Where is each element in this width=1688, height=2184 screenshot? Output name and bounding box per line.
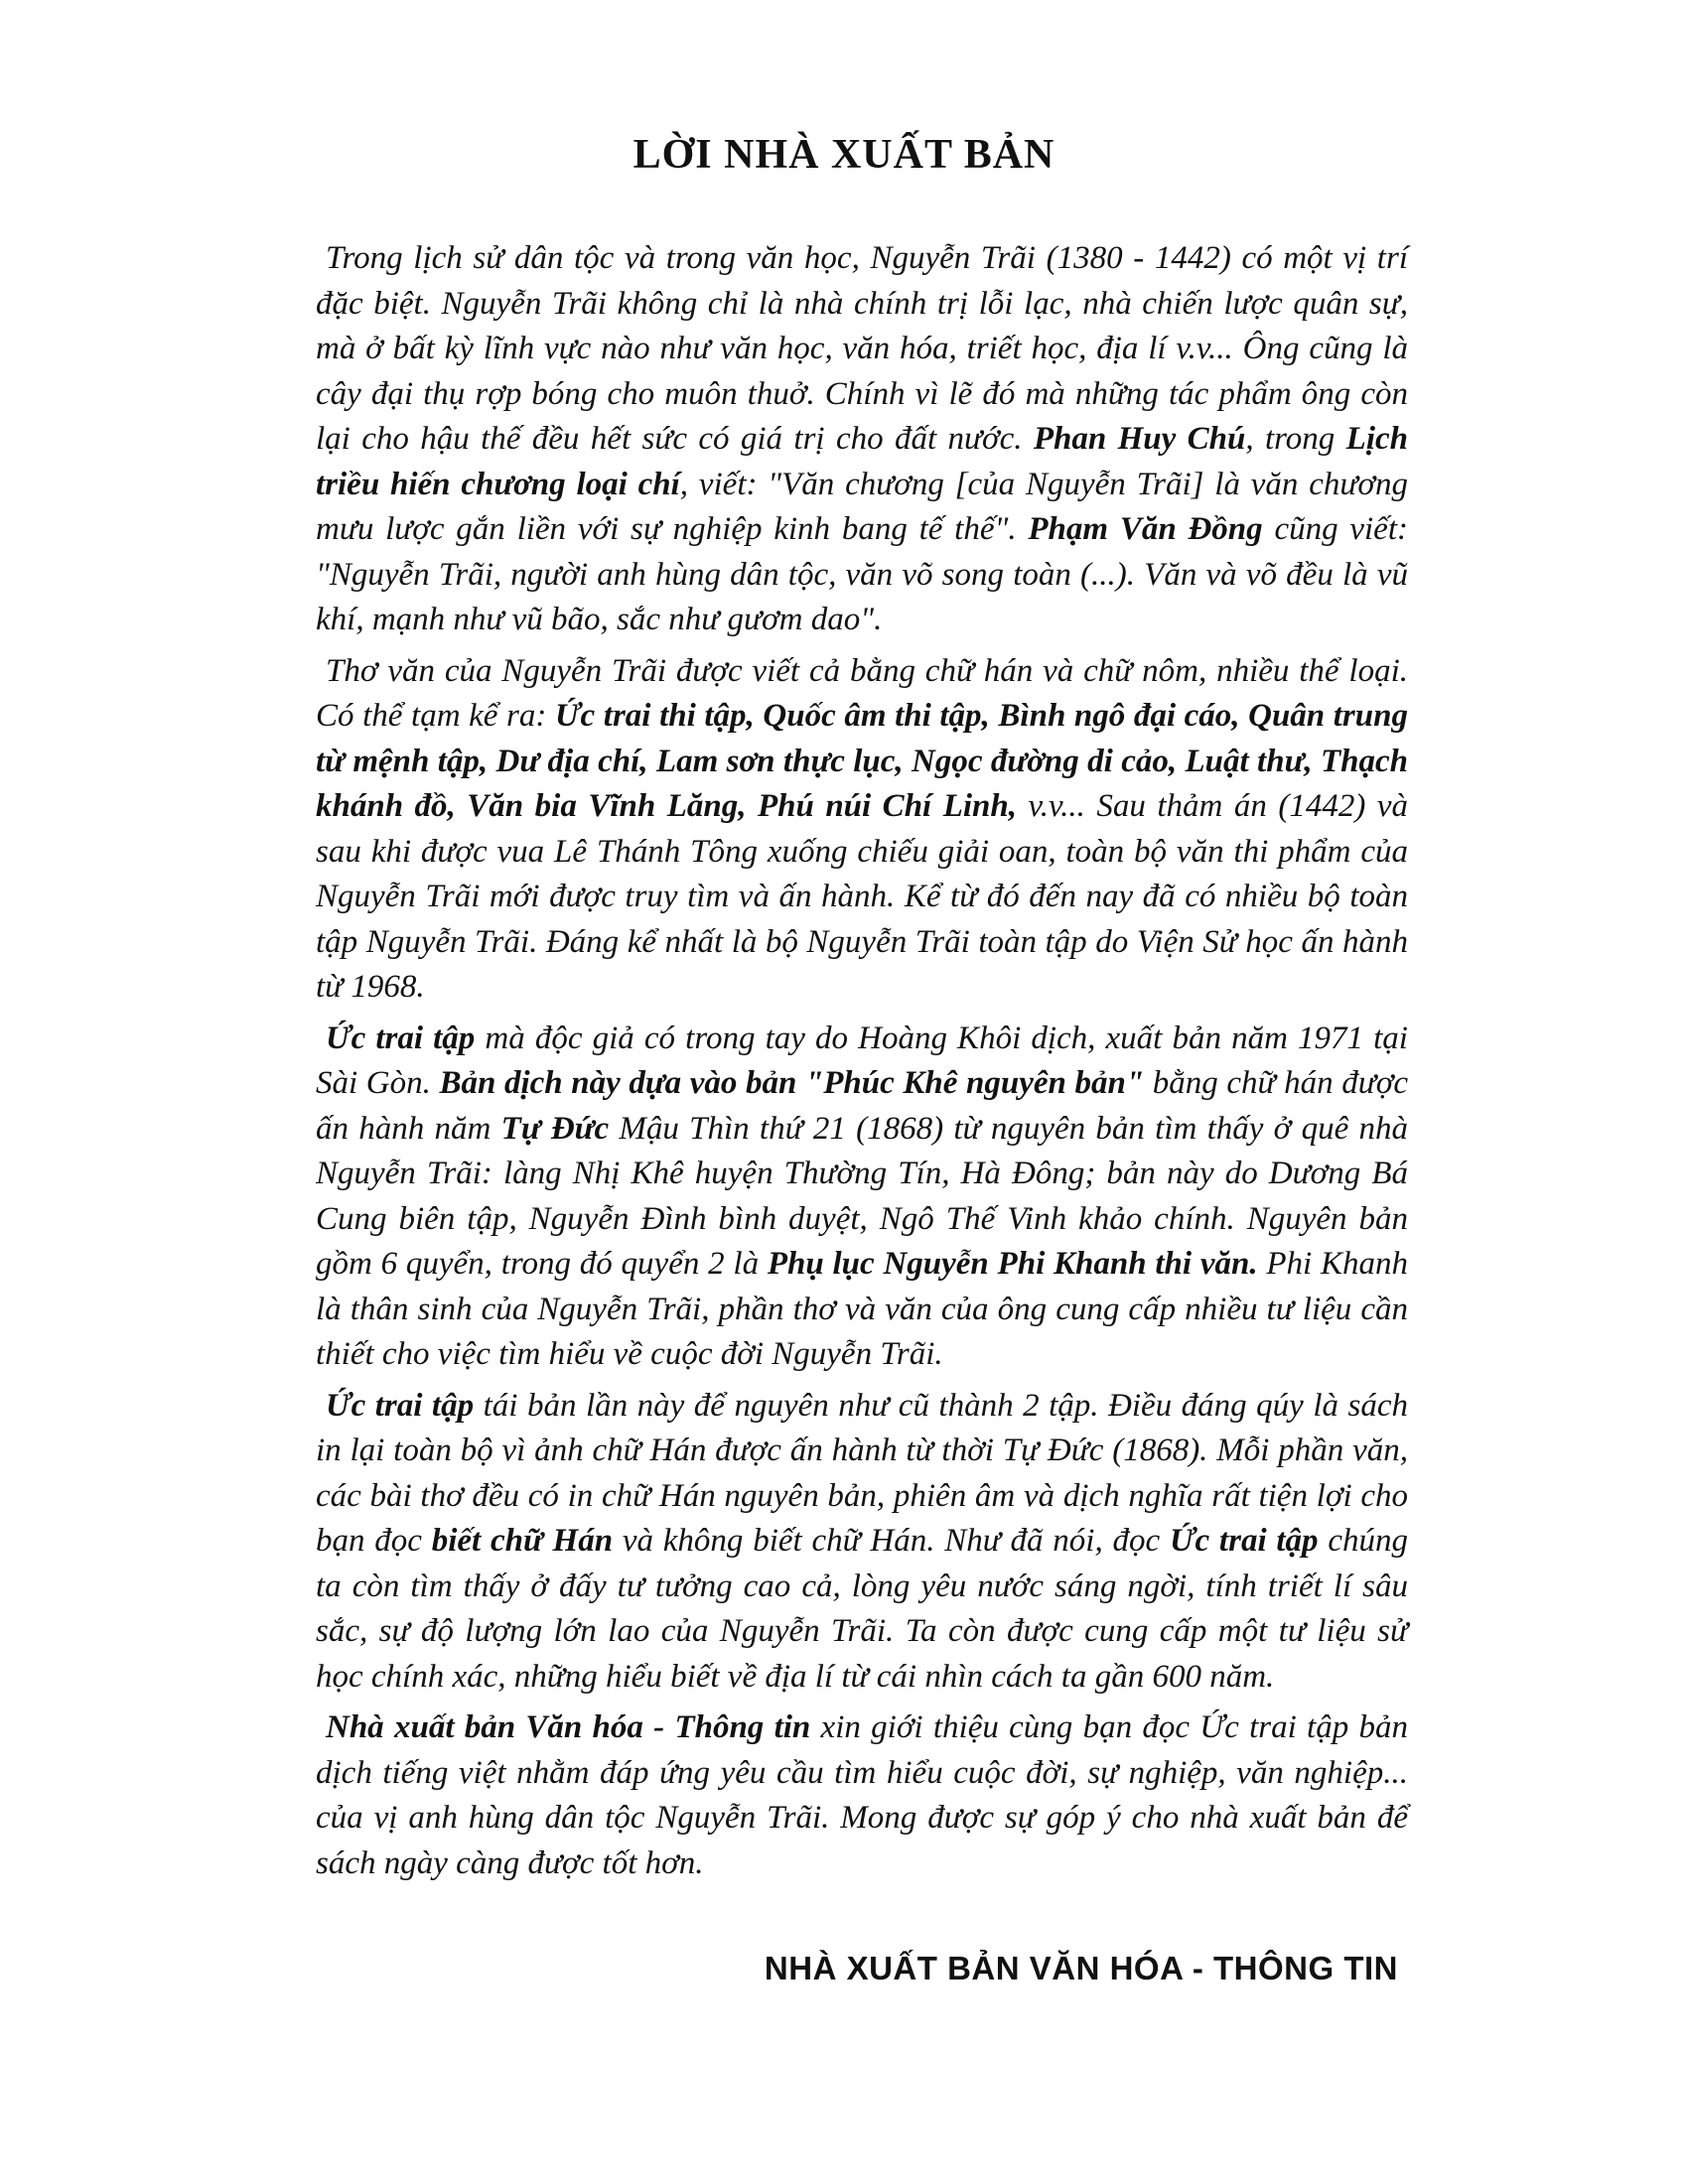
text-run: Phi Khanh là thân sinh của Nguyễn Trãi, phần thơ và văn của ông cung cấp nhiều tư liệu cần thiết cho việc tìm hiểu về cuộc đời Nguyễn Trãi. — [316, 1246, 1408, 1372]
bold-text: Ức trai thi tập, Quốc âm thi tập, Bình ngô đại cáo, Quân trung từ mệnh tập, Dư địa chí, Lam sơn thực lục, Ngọc đường di cảo, Luật thư, Thạch khánh đồ, Văn bia Vĩnh Lăng, Phú núi Chí Linh, — [316, 698, 1408, 824]
text-run: và không biết chữ Hán. Như đã nói, đọc — [613, 1523, 1170, 1559]
paragraph-5 — [316, 1706, 1408, 1886]
bold-text: biết chữ Hán — [431, 1523, 614, 1559]
text-run: Trong lịch sử dân tộc và trong văn học, Nguyễn Trãi (1380 - 1442) có một vị trí đặc biệt. Nguyễn Trãi không chỉ là nhà chính trị lỗi lạc, nhà chiến lược quân sự, mà ở bất kỳ lĩnh vực nào như văn học, văn hóa, triết học, địa lí v.v... Ông cũng là cây đại thụ rợp bóng cho muôn thuở. Chính vì lẽ đó mà những tác phẩm ông còn lại cho hậu thế đều hết sức có giá trị cho đất nước. — [316, 240, 1408, 457]
bold-text: Phạm Văn Đồng — [1028, 511, 1263, 547]
bold-text: Tự Đức — [500, 1110, 610, 1147]
bold-text: Ức trai tập — [326, 1020, 476, 1056]
paragraph-4 — [316, 1384, 1408, 1701]
text-run: mà độc giả có trong tay do Hoàng Khôi dịch, xuất bản năm 1971 tại Sài Gòn. — [316, 1020, 1408, 1101]
bold-text: Lịch triều hiến chương loại chí — [316, 421, 1408, 502]
paragraph-1 — [316, 236, 1408, 643]
text-run: bằng chữ hán được ấn hành năm — [316, 1065, 1409, 1147]
text-run: v.v... Sau thảm án (1442) và sau khi được vua Lê Thánh Tông xuống chiếu giải oan, toàn bộ văn thi phẩm của Nguyễn Trãi mới được truy tìm và ấn hành. Kể từ đó đến nay đã có nhiều bộ toàn tập Nguyễn Trãi. Đáng kể nhất là bộ Nguyễn Trãi toàn tập do Viện Sử học ấn hành từ 1968. — [316, 788, 1408, 1005]
text-run: tái bản lần này để nguyên như cũ thành 2 tập. Điều đáng qúy là sách in lại toàn bộ vì ảnh chữ Hán được ấn hành từ thời Tự Đức (1868). Mỗi phần văn, các bài thơ đều có in chữ Hán nguyên bản, phiên âm và dịch nghĩa rất tiện lợi cho bạn đọc — [316, 1387, 1408, 1559]
bold-text: Nhà xuất bản Văn hóa - Thông tin — [326, 1709, 811, 1745]
text-run: cũng viết: "Nguyễn Trãi, người anh hùng dân tộc, văn võ song toàn (...). Văn và võ đều là vũ khí, mạnh như vũ bão, sắc như gươm dao". — [316, 511, 1408, 637]
paragraph-3 — [316, 1017, 1408, 1378]
bold-text: Ức trai tập — [326, 1387, 475, 1424]
bold-text: Ức trai tập — [1169, 1523, 1319, 1559]
publisher-signature: NHÀ XUẤT BẢN VĂN HÓA - THÔNG TIN — [764, 1950, 1398, 1986]
text-run: xin giới thiệu cùng bạn đọc Ức trai tập bản dịch tiếng việt nhằm đáp ứng yêu cầu tìm hiểu cuộc đời, sự nghiệp, văn nghiệp... của vị anh hùng dân tộc Nguyễn Trãi. Mong được sự góp ý cho nhà xuất bản để sách ngày càng được tốt hơn. — [316, 1709, 1408, 1881]
page-title: LỜI NHÀ XUẤT BẢN — [633, 132, 1055, 178]
text-run: chúng ta còn tìm thấy ở đấy tư tưởng cao cả, lòng yêu nước sáng ngời, tính triết lí sâu sắc, sự độ lượng lớn lao của Nguyễn Trãi. Ta còn được cung cấp một tư liệu sử học chính xác, những hiểu biết về địa lí từ cái nhìn cách ta gần 600 năm. — [316, 1523, 1408, 1695]
paragraph-2 — [316, 649, 1408, 1011]
text-run: Mậu Thìn thứ 21 (1868) từ nguyên bản tìm thấy ở quê nhà Nguyễn Trãi: làng Nhị Khê huyện Thường Tín, Hà Đông; bản này do Dương Bá Cung biên tập, Nguyễn Đình bình duyệt, Ngô Thế Vinh khảo chính. Nguyên bản gồm 6 quyển, trong đó quyển 2 là — [316, 1110, 1408, 1282]
text-run: , trong — [1245, 421, 1346, 457]
bold-text: Bản dịch này dựa vào bản "Phúc Khê nguyên bản" — [439, 1065, 1145, 1101]
bold-text: Phan Huy Chú — [1033, 421, 1246, 457]
body-text — [316, 236, 1408, 1892]
bold-text: Phụ lục Nguyễn Phi Khanh thi văn. — [767, 1246, 1258, 1282]
text-run: , viết: "Văn chương [của Nguyễn Trãi] là văn chương mưu lược gắn liền với sự nghiệp kinh bang tế thế". — [316, 466, 1408, 547]
text-run: Thơ văn của Nguyễn Trãi được viết cả bằng chữ hán và chữ nôm, nhiều thể loại. Có thể tạm kể ra: — [316, 652, 1408, 734]
